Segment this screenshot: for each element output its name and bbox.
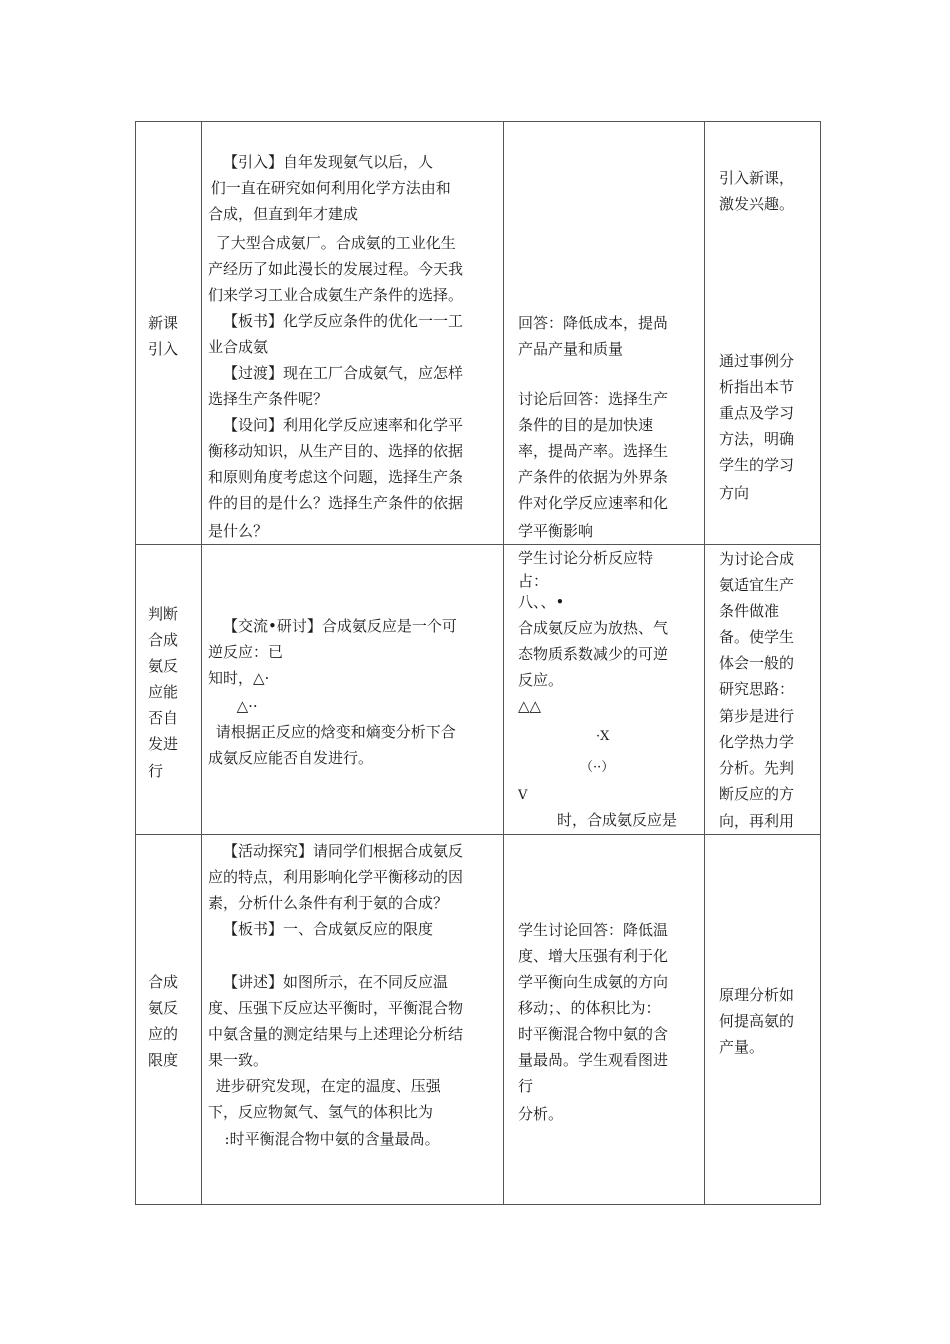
intent-line: 化学热力学 xyxy=(719,733,795,751)
student-line: 学生讨论分析反应特 xyxy=(518,549,654,567)
teacher-line: 们一直在研究如何利用化学方法由和 xyxy=(206,179,451,197)
table-divider-1 xyxy=(201,121,202,1205)
intent-line: 方法，明确 xyxy=(719,430,795,448)
table-divider-3 xyxy=(704,121,705,1205)
teacher-line: 成氨反应能否自发进行。 xyxy=(208,749,374,767)
teacher-line: 了大型合成氨厂。合成氨的工业化生 xyxy=(211,234,456,252)
student-line: 时，合成氨反应是 xyxy=(557,811,678,829)
table-border-left xyxy=(135,121,136,1205)
student-line: 度、增大压强有利于化 xyxy=(518,947,669,965)
teacher-line: 下，反应物氮气、氢气的体积比为 xyxy=(208,1103,434,1121)
teacher-line: :时平衡混合物中氨的含量最咼。 xyxy=(215,1130,440,1148)
row2-label-line: 合成 xyxy=(148,631,179,649)
student-line: ·X xyxy=(596,729,610,744)
student-line: △△ xyxy=(518,697,542,715)
intent-line: 备。使学生 xyxy=(719,628,795,646)
teacher-line: 逆反应：已 xyxy=(208,643,284,661)
teacher-line: 衡移动知识，从生产目的、选择的依据 xyxy=(208,442,464,460)
teacher-line: 【交流•研讨】合成氨反应是一个可 xyxy=(223,617,457,635)
row3-label-line: 氨反 xyxy=(148,999,179,1017)
teacher-line: 产经历了如此漫长的发展过程。今天我 xyxy=(208,260,464,278)
table-border-right xyxy=(820,121,821,1205)
row3-label-line: 合成 xyxy=(148,973,179,991)
intent-line: 体会一般的 xyxy=(719,654,795,672)
row1-label-line: 新课 xyxy=(148,314,179,332)
row2-label-line: 否自 xyxy=(148,709,179,727)
table-divider-2 xyxy=(503,121,504,1205)
teacher-line: 合成，但直到年才建成 xyxy=(208,205,359,223)
teacher-line: 果一致。 xyxy=(208,1051,269,1069)
intent-line: 方向 xyxy=(719,484,750,502)
teacher-line: 应的特点，利用影响化学平衡移动的因 xyxy=(208,868,464,886)
table-border-top xyxy=(135,121,821,122)
teacher-line: 【设问】利用化学反应速率和化学平 xyxy=(223,416,464,434)
teacher-line: 【活动探究】请同学们根据合成氨反 xyxy=(223,842,464,860)
teacher-line: △·· xyxy=(208,697,258,715)
teacher-line: 业合成氨 xyxy=(208,338,269,356)
intent-line: 重点及学习 xyxy=(719,404,795,422)
teacher-line: 度、压强下反应达平衡时，平衡混合物 xyxy=(208,999,464,1017)
student-line: 分析。 xyxy=(518,1105,564,1123)
intent-line: 分析。先判 xyxy=(719,759,795,777)
student-line: 行 xyxy=(518,1077,534,1095)
student-line: 回答：降低成本，提咼 xyxy=(518,314,669,332)
teacher-line: 【板书】化学反应条件的优化一一工 xyxy=(223,312,464,330)
student-line: 时平衡混合物中氨的含 xyxy=(518,1025,669,1043)
lesson-plan-table xyxy=(135,121,821,1205)
row2-label-line: 应能 xyxy=(148,683,179,701)
intent-line: 何提高氨的 xyxy=(719,1012,795,1030)
row3-label-line: 限度 xyxy=(148,1051,179,1069)
intent-line: 激发兴趣。 xyxy=(719,195,795,213)
student-line: 反应。 xyxy=(518,671,564,689)
teacher-line: 是什么？ xyxy=(208,522,269,540)
teacher-line: 和原则角度考虑这个问题，选择生产条 xyxy=(208,468,464,486)
row-divider-2 xyxy=(135,834,821,835)
row2-label-line: 氨反 xyxy=(148,657,179,675)
row-divider-1 xyxy=(135,544,821,545)
intent-line: 氨适宜生产 xyxy=(719,576,795,594)
student-line: 占： xyxy=(518,572,549,590)
intent-line: 析指出本节 xyxy=(719,378,795,396)
intent-line: 向，再利用 xyxy=(719,812,795,830)
intent-line: 原理分析如 xyxy=(719,986,795,1004)
teacher-line: 选择生产条件呢？ xyxy=(208,390,329,408)
student-line: V xyxy=(518,788,528,803)
intent-line: 通过事例分 xyxy=(719,352,795,370)
student-line: 产品产量和质量 xyxy=(518,340,624,358)
row2-label-line: 行 xyxy=(148,762,164,780)
student-line: 率，提咼产率。选择生 xyxy=(518,442,669,460)
student-line: 学平衡向生成氨的方向 xyxy=(518,973,669,991)
student-line: 学平衡影响 xyxy=(518,522,594,540)
teacher-line: 件的目的是什么？选择生产条件的依据 xyxy=(208,494,464,512)
intent-line: 研究思路： xyxy=(719,680,795,698)
student-line: 讨论后回答：选择生产 xyxy=(518,390,669,408)
intent-line: 产量。 xyxy=(719,1038,765,1056)
teacher-line: 【引入】自年发现氨气以后，人 xyxy=(223,153,434,171)
intent-line: 第步是进行 xyxy=(719,707,795,725)
row1-label-line: 引入 xyxy=(148,340,179,358)
teacher-line: 中氨含量的测定结果与上述理论分析结 xyxy=(208,1025,464,1043)
student-line: 件对化学反应速率和化 xyxy=(518,494,669,512)
student-line: 合成氨反应为放热、气 xyxy=(518,619,669,637)
teacher-line: 们来学习工业合成氨生产条件的选择。 xyxy=(208,286,464,304)
teacher-line: 请根据正反应的焓变和熵变分析下合 xyxy=(211,723,456,741)
student-line: 学生讨论回答：降低温 xyxy=(518,921,669,939)
intent-line: 为讨论合成 xyxy=(719,550,795,568)
row3-label-line: 应的 xyxy=(148,1025,179,1043)
student-line: 条件的目的是加快速 xyxy=(518,416,654,434)
student-line: 量最咼。学生观看图进 xyxy=(518,1051,669,1069)
intent-line: 断反应的方 xyxy=(719,785,795,803)
teacher-line: 进步研究发现，在定的温度、压强 xyxy=(211,1077,441,1095)
row2-label-line: 发进 xyxy=(148,735,179,753)
intent-line: 学生的学习 xyxy=(719,456,795,474)
student-line: 态物质系数减少的可逆 xyxy=(518,645,669,663)
intent-line: 条件做准 xyxy=(719,602,780,620)
teacher-line: 【讲述】如图所示，在不同反应温 xyxy=(223,973,449,991)
student-line: 产条件的依据为外界条 xyxy=(518,468,669,486)
student-line: （··） xyxy=(580,760,615,775)
student-line: 移动；、的体积比为： xyxy=(518,999,661,1017)
student-line: 八、、• xyxy=(518,593,565,611)
teacher-line: 知时，△· xyxy=(208,669,270,687)
intent-line: 引入新课， xyxy=(719,169,795,187)
teacher-line: 素，分析什么条件有利于氨的合成？ xyxy=(208,894,449,912)
teacher-line: 【板书】一、合成氨反应的限度 xyxy=(223,920,434,938)
teacher-line: 【过渡】现在工厂合成氨气，应怎样 xyxy=(223,364,464,382)
row2-label-line: 判断 xyxy=(148,605,179,623)
table-border-bottom xyxy=(135,1204,821,1205)
